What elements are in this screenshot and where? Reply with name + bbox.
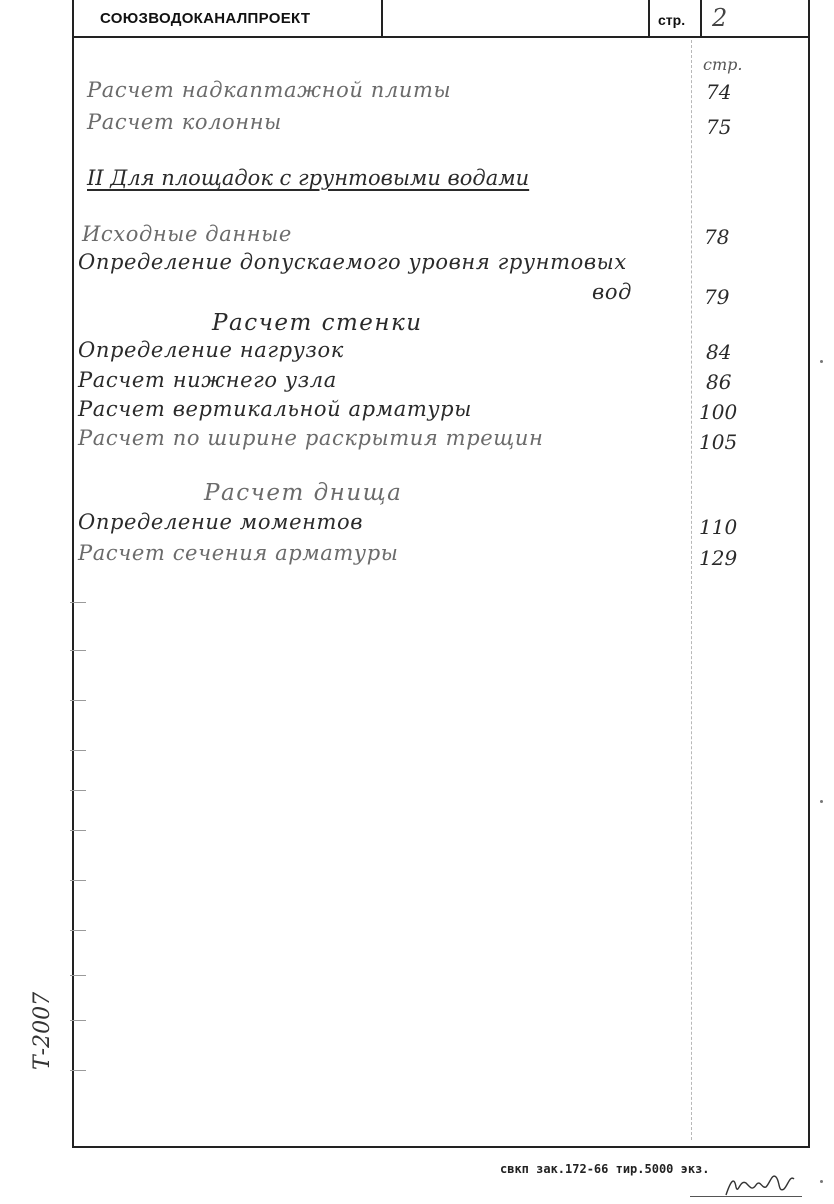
subsection-heading: Расчет стенки bbox=[212, 310, 423, 336]
scan-mark bbox=[820, 1180, 823, 1183]
toc-entry-page: 129 bbox=[699, 546, 738, 570]
toc-entry-text: Расчет по ширине раскрытия трещин bbox=[78, 426, 544, 450]
header-divider bbox=[381, 0, 383, 38]
toc-entry-page: 110 bbox=[699, 515, 738, 539]
toc-entry-page: 75 bbox=[706, 115, 732, 139]
header-divider bbox=[700, 0, 702, 38]
toc-entry-text: Определение допускаемого уровня грунтовых bbox=[78, 250, 627, 274]
toc-entry-text: Определение моментов bbox=[78, 510, 364, 534]
signature-underline bbox=[690, 1196, 802, 1197]
subsection-heading: Расчет днища bbox=[204, 480, 403, 506]
scan-mark bbox=[820, 360, 823, 363]
toc-entry-text: Исходные данные bbox=[82, 222, 292, 246]
toc-entry-text: Расчет надкаптажной плиты bbox=[87, 78, 452, 102]
toc-entry-page: 105 bbox=[699, 430, 738, 454]
print-imprint: свкп зак.172-66 тир.5000 экз. bbox=[500, 1162, 710, 1176]
header-divider bbox=[648, 0, 650, 38]
page-number: 2 bbox=[712, 4, 728, 32]
page-label: стр. bbox=[658, 12, 686, 28]
toc-entry-text: Расчет колонны bbox=[87, 110, 282, 134]
toc-entry-text: вод bbox=[592, 280, 632, 304]
archive-stamp: Т-2007 bbox=[30, 991, 55, 1070]
toc-entry-page: 74 bbox=[706, 80, 732, 104]
page-column-heading: стр. bbox=[703, 55, 743, 74]
page-column-rule bbox=[691, 40, 692, 1140]
scan-mark bbox=[820, 800, 823, 803]
organization-name: СОЮЗВОДОКАНАЛПРОЕКТ bbox=[100, 10, 311, 27]
toc-entry-page: 84 bbox=[706, 340, 732, 364]
section-heading: II Для площадок с грунтовыми водами bbox=[87, 166, 530, 190]
toc-entry-text: Расчет сечения арматуры bbox=[78, 541, 399, 565]
toc-entry-page: 79 bbox=[704, 285, 730, 309]
toc-entry-text: Расчет нижнего узла bbox=[78, 368, 337, 392]
toc-entry-page: 100 bbox=[699, 400, 738, 424]
toc-entry-page: 78 bbox=[704, 225, 730, 249]
toc-entry-text: Расчет вертикальной арматуры bbox=[78, 397, 472, 421]
toc-entry-text: Определение нагрузок bbox=[78, 338, 344, 362]
toc-entry-page: 86 bbox=[706, 370, 732, 394]
